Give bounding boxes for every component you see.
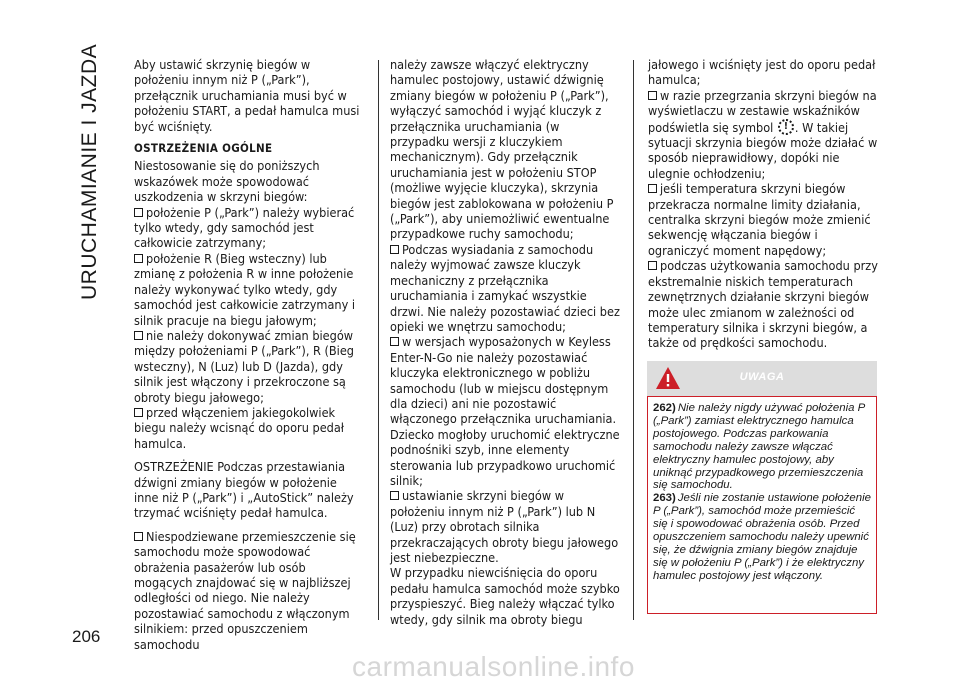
bullet-item: przed włączeniem jakiegokolwiek biegu należy wcisnąć do oporu pedał hamulca.: [134, 404, 345, 451]
warning-item: 262) Nie należy nigdy używać położenia P („Park”) zamiast elektrycznego hamulca postojowego. Podczas parkowania samochodu należy zawsze włączać elektryczny hamulec postojowy, aby uniknąć przypadkowego przemieszczenia się samochodu.: [653, 402, 865, 492]
checkbox-bullet-icon: [134, 408, 143, 417]
bullet-item: jeśli temperatura skrzyni biegów przekracza normalne limity działania, centralka skrzyni biegów może zmienić sekwencję włączania biegów i ograniczyć moment napędowy;: [648, 181, 871, 258]
text-column-3: [648, 57, 878, 351]
text-column-2: [390, 57, 620, 627]
warning-item: 263) Jeśli nie zostanie ustawione położenie P („Park”), samochód może przemieścić się i spowodować obrażenia osób. Przed opuszczeniem samochodu należy upewnić się, że dźwignia zmiany biegów znajduje się w położeniu P („Park”) i że elektryczny hamulec postojowy jest włączony.: [653, 492, 871, 582]
checkbox-bullet-icon: [390, 245, 399, 254]
bullet-item: położenie R (Bieg wsteczny) lub zmianę z położenia R w inne położenie należy wykonywać tylko wtedy, gdy samochód jest całkowicie zatrzymany i silnik pracuje na biegu jałowym;: [134, 250, 356, 328]
checkbox-bullet-icon: [134, 254, 143, 263]
bullet-item: Podczas wysiadania z samochodu należy wyjmować zawsze kluczyk mechaniczny z przełącznika uruchamiania i zamykać wszystkie drzwi. Nie należy pozostawiać dzieci bez opieki we wnętrzu samochodu;: [390, 241, 620, 334]
checkbox-bullet-icon: [134, 208, 143, 217]
warning-title: UWAGA: [739, 371, 785, 383]
bullet-item: w razie przegrzania skrzyni biegów na wyświetlaczu w zestawie wskaźników podświetla się symbol ! . W takiej sytuacji skrzynia biegów może działać w sposób nieprawidłowy, dopóki nie ulegnie ochłodzeniu;: [648, 88, 878, 181]
column-divider: [378, 60, 379, 620]
paragraph: należy zawsze włączyć elektryczny hamulec postojowy, ustawić dźwignię zmiany biegów w położeniu P („Park”), wyłączyć samochód i wyjąć kluczyk z przełącznika uruchamiania (w przypadku wersji z kluczykiem mechanicznym). Gdy przełącznik uruchamiania jest w położeniu STOP (możliwe wyjęcie kluczyka), skrzynia biegów jest zablokowana w położeniu P („Park”), aby uniemożliwić ewentualne przypadkowe ruchy samochodu;: [390, 57, 614, 242]
paragraph: OSTRZEŻENIE Podczas przestawiania dźwigni zmiany biegów w położenie inne niż P („Park”) i „AutoStick” należy trzymać wciśnięty pedał hamulca.: [134, 459, 354, 521]
column-divider: [633, 60, 634, 620]
warning-box: [647, 361, 877, 614]
checkbox-bullet-icon: [390, 337, 399, 346]
warning-number: 262): [653, 402, 676, 414]
bullet-item: w wersjach wyposażonych w Keyless Enter-N-Go nie należy pozostawiać kluczyka elektronicznego w pobliżu samochodu (lub w miejscu dostępnym dla dzieci) ani nie pozostawić włączonego przełącznika uruchamiania. Dziecko mogłoby uruchomić elektryczne podnośniki szyb, inne elementy sterowania lub przypadkowo uruchomić silnik;: [390, 334, 620, 488]
warning-number: 263): [653, 492, 676, 505]
checkbox-bullet-icon: [134, 532, 143, 541]
warning-header: [647, 361, 877, 396]
transmission-overheat-warning-icon: [778, 119, 794, 135]
checkbox-bullet-icon: [134, 331, 143, 340]
warning-body: [647, 396, 877, 614]
chapter-title: URUCHAMIANIE I JAZDA: [78, 43, 101, 300]
text-column-1: [134, 57, 364, 652]
bullet-item: ustawianie skrzyni biegów w położeniu innym niż P („Park”) lub N (Luz) przy obrotach silnika przekraczających obroty biegu jałowego jest niebezpieczne.: [390, 488, 619, 565]
checkbox-bullet-icon: [648, 184, 657, 193]
intro-paragraph: Aby ustawić skrzynię biegów w położeniu innym niż P („Park”), przełącznik uruchamiania musi być w położeniu START, a pedał hamulca musi być wciśnięty.: [134, 57, 360, 134]
bullet-item: Niespodziewane przemieszczenie się samochodu może spowodować obrażenia pasażerów lub osób mogących znajdować się w najbliższej odległości od niego. Nie należy pozostawiać samochodu z włączonym silnikiem: przed opuszczeniem samochodu: [134, 528, 356, 652]
checkbox-bullet-icon: [390, 491, 399, 500]
bullet-item: nie należy dokonywać zmian biegów między położeniami P („Park”), R (Bieg wsteczny), N (Luz) lub D (Jazda), gdy silnik jest włączony i przekroczone są obroty biegu jałowego;: [134, 327, 355, 405]
section-heading: OSTRZEŻENIA OGÓLNE: [134, 141, 273, 156]
paragraph: Niestosowanie się do poniższych wskazówek może spowodować uszkodzenia w skrzyni biegów:: [134, 158, 320, 205]
paragraph: jałowego i wciśnięty jest do oporu pedał hamulca;: [648, 57, 876, 88]
checkbox-bullet-icon: [648, 91, 657, 100]
bullet-item: położenie P („Park”) należy wybierać tylko wtedy, gdy samochód jest całkowicie zatrzymany;: [134, 204, 355, 251]
checkbox-bullet-icon: [648, 261, 657, 270]
page-number: 206: [72, 627, 101, 646]
watermark: carmanualsonline.info: [352, 651, 635, 682]
paragraph: W przypadku niewciśnięcia do oporu pedału hamulca samochód może szybko przyspieszyć. Bieg należy włączać tylko wtedy, gdy silnik ma obroty biegu: [390, 565, 620, 627]
bullet-item: podczas użytkowania samochodu przy ekstremalnie niskich temperaturach zewnętrznych działanie skrzyni biegów może ulec zmianom w zależności od temperatury silnika i skrzyni biegów, a także od prędkości samochodu.: [648, 258, 878, 351]
